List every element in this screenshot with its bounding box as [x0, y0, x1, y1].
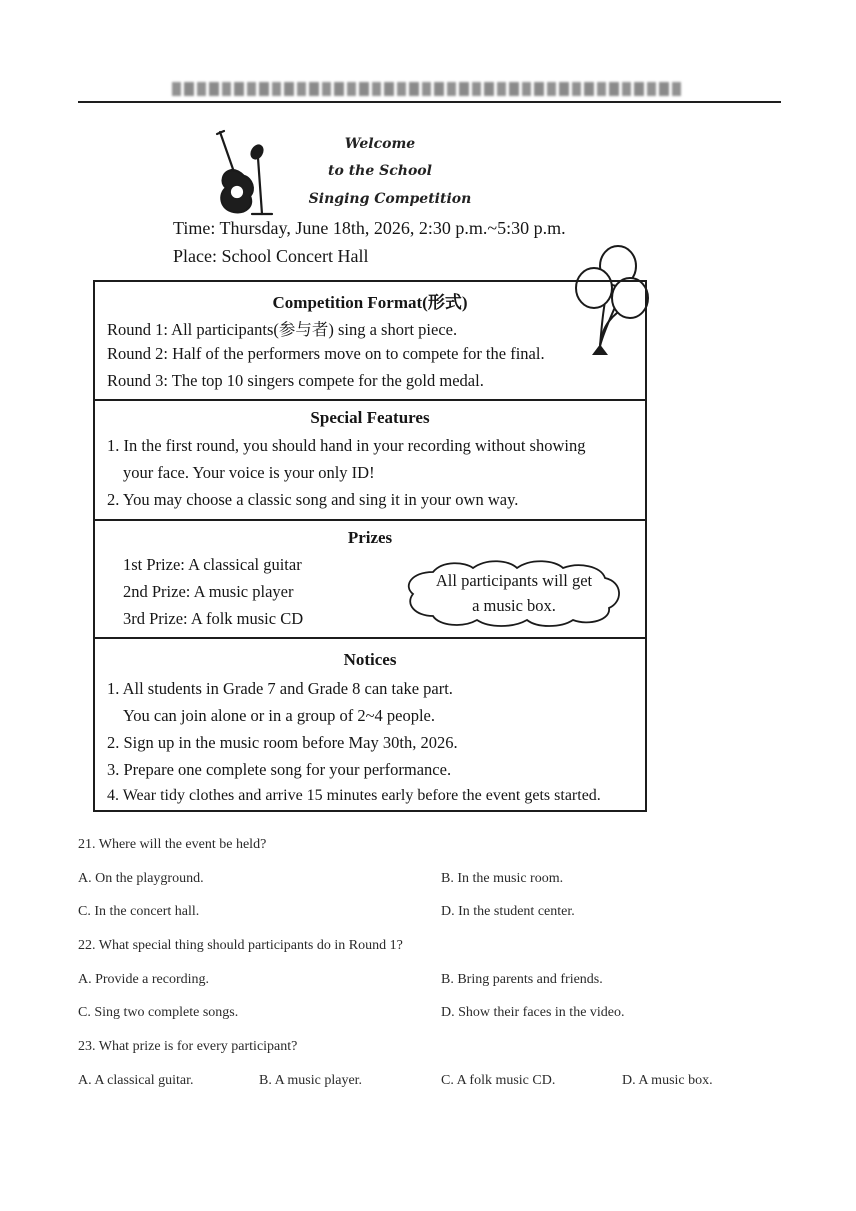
section-title: Special Features: [310, 408, 430, 427]
answer-option: B. A music player.: [259, 1073, 363, 1088]
prizes-section: [95, 519, 645, 637]
notice-line: 3. Prepare one complete song for your performance.: [107, 760, 452, 779]
round-line: Round 1: All participants(参与者) sing a short piece.: [107, 320, 458, 339]
feature-line: your face. Your voice is your only ID!: [123, 463, 375, 482]
notice-line: 2. Sign up in the music room before May 30th, 2026.: [107, 733, 458, 752]
round-line: Round 2: Half of the performers move on to compete for the final.: [107, 344, 545, 363]
cloud-text: All participants will get: [435, 571, 593, 590]
header-rule: [78, 101, 781, 103]
answer-option: B. In the music room.: [441, 871, 564, 886]
header-smudged-text: [172, 82, 682, 96]
guitar-icon: [210, 128, 278, 220]
special-features-section: [95, 399, 645, 519]
poster-welcome-line: to the School: [328, 163, 432, 179]
notices-section: [95, 637, 645, 810]
answer-option: D. Show their faces in the video.: [441, 1005, 625, 1020]
answer-option: C. Sing two complete songs.: [78, 1005, 239, 1020]
competition-format-section: [95, 282, 645, 399]
notice-line: 4. Wear tidy clothes and arrive 15 minutes early before the event gets started.: [107, 787, 601, 804]
answer-option: D. In the student center.: [441, 904, 575, 919]
answer-option: D. A music box.: [622, 1073, 713, 1088]
question-text: 23. What prize is for every participant?: [78, 1039, 298, 1054]
question-text: 21. Where will the event be held?: [78, 837, 267, 852]
cloud-text: a music box.: [472, 596, 556, 615]
notice-line: 1. All students in Grade 7 and Grade 8 can take part.: [107, 679, 453, 698]
prize-line: 3rd Prize: A folk music CD: [123, 609, 304, 628]
event-time: Time: Thursday, June 18th, 2026, 2:30 p.m.~5:30 p.m.: [173, 218, 566, 238]
answer-option: C. A folk music CD.: [441, 1073, 556, 1088]
section-title: Notices: [343, 650, 397, 669]
section-title: Competition Format(形式): [272, 293, 468, 312]
poster-title: Singing Competition: [308, 191, 472, 207]
event-place: Place: School Concert Hall: [173, 246, 369, 266]
answer-option: C. In the concert hall.: [78, 904, 200, 919]
prize-line: 2nd Prize: A music player: [123, 582, 294, 601]
prize-line: 1st Prize: A classical guitar: [123, 555, 302, 574]
answer-option: A. A classical guitar.: [78, 1073, 194, 1088]
speech-cloud: [403, 558, 625, 628]
section-title: Prizes: [347, 528, 393, 547]
poster-welcome-line: Welcome: [344, 136, 416, 152]
answer-option: A. On the playground.: [78, 871, 204, 886]
poster-board: [93, 280, 647, 812]
answer-option: A. Provide a recording.: [78, 972, 210, 987]
answer-option: B. Bring parents and friends.: [441, 972, 603, 987]
feature-line: 2. You may choose a classic song and sing it in your own way.: [107, 490, 519, 509]
round-line: Round 3: The top 10 singers compete for the gold medal.: [107, 371, 484, 390]
notice-line: You can join alone or in a group of 2~4 people.: [123, 706, 435, 725]
feature-line: 1. In the first round, you should hand in your recording without showing: [107, 436, 586, 455]
question-text: 22. What special thing should participants do in Round 1?: [78, 938, 403, 953]
